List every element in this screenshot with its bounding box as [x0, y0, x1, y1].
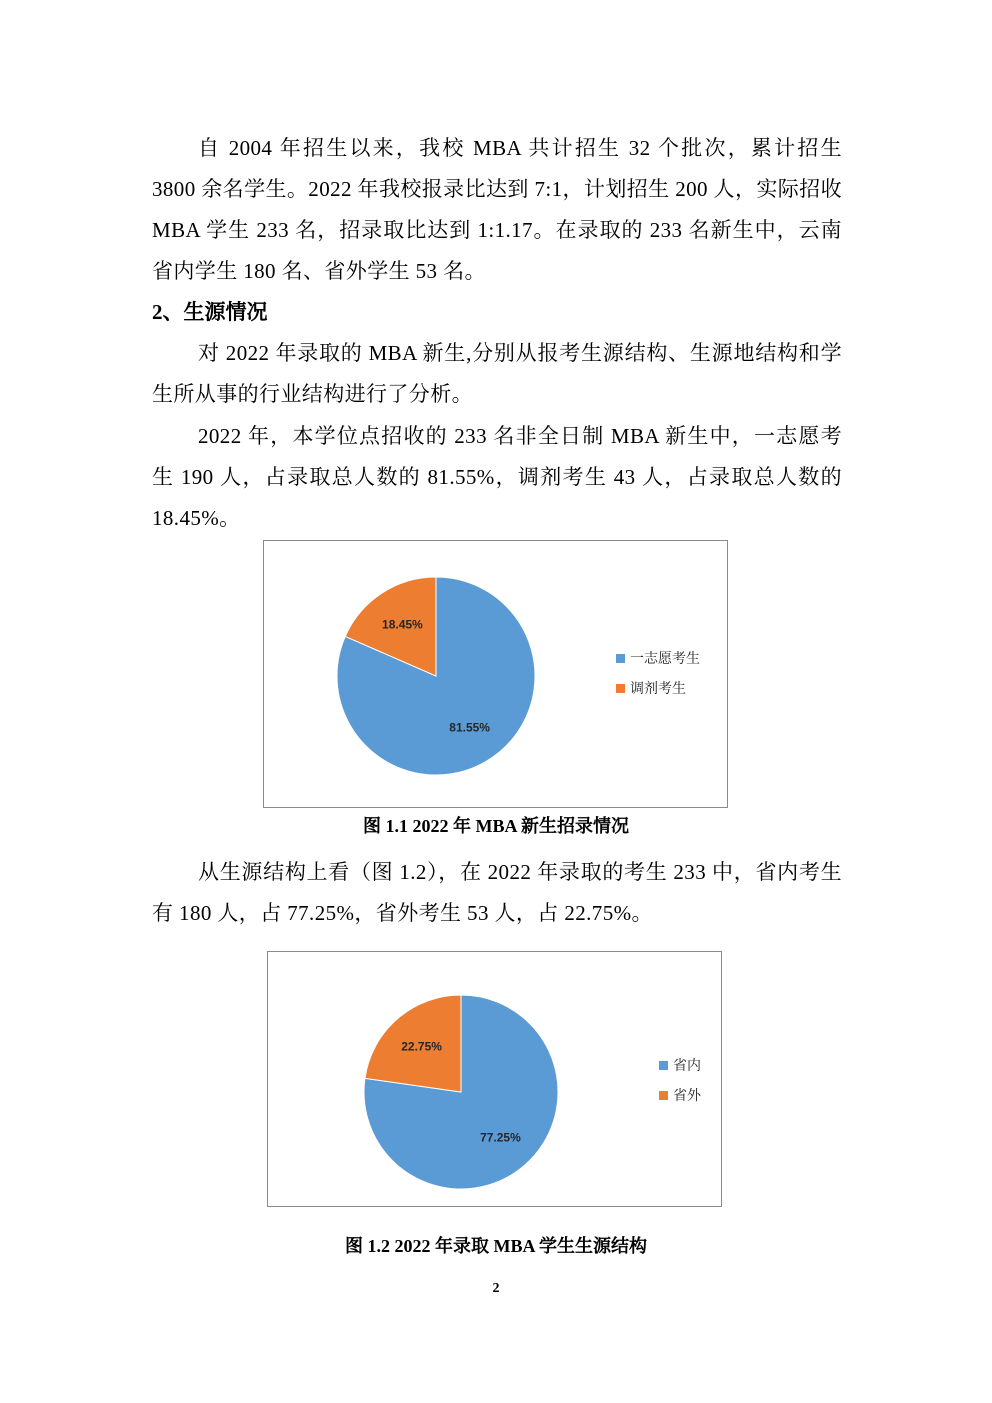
- figure-2-caption: 图 1.2 2022 年录取 MBA 学生生源结构: [345, 1236, 647, 1256]
- chart1-legend-label-2: 调剂考生: [630, 680, 686, 696]
- chart1-legend-swatch-1: [616, 654, 625, 663]
- section-heading: 2、生源情况: [152, 300, 268, 324]
- chart2-legend-swatch-2: [659, 1091, 668, 1100]
- paragraph-analysis-intro: 对 2022 年录取的 MBA 新生,分别从报考生源结构、生源地结构和学生所从事的行业结构进行了分析。: [152, 341, 842, 406]
- pie-chart-2-svg: [268, 952, 723, 1208]
- chart2-legend-swatch-1: [659, 1061, 668, 1070]
- pie-chart-2: [267, 951, 722, 1207]
- chart2-legend-label-2: 省外: [673, 1087, 701, 1103]
- paragraph-first-choice: 2022 年，本学位点招收的 233 名非全日制 MBA 新生中，一志愿考生 190 人，占录取总人数的 81.55%，调剂考生 43 人，占录取总人数的 18.45%。: [152, 424, 842, 530]
- figure-1-caption: 图 1.1 2022 年 MBA 新生招录情况: [362, 816, 629, 836]
- page-number: 2: [492, 1281, 500, 1296]
- paragraph-origin-structure: 从生源结构上看（图 1.2），在 2022 年录取的考生 233 中，省内考生有 180 人，占 77.25%，省外考生 53 人，占 22.75%。: [152, 860, 842, 925]
- chart1-legend-swatch-2: [616, 684, 625, 693]
- chart1-slice-2-label: 18.45%: [382, 617, 423, 632]
- chart2-slice-1-label: 77.25%: [480, 1130, 521, 1145]
- paragraph-enrollment-overview: 自 2004 年招生以来，我校 MBA 共计招生 32 个批次，累计招生 3800 余名学生。2022 年我校报录比达到 7:1，计划招生 200 人，实际招收 MBA 学生 233 名，招录取比达到 1:1.17。在录取的 233 名新生中，云南省内学生 180 名、省外学生 53 名。: [152, 136, 842, 283]
- pie-chart-1-svg: [264, 541, 729, 809]
- pie-chart-1: [263, 540, 728, 808]
- chart2-legend-label-1: 省内: [673, 1057, 701, 1073]
- chart2-slice-2-label: 22.75%: [401, 1039, 442, 1054]
- chart1-slice-1-label: 81.55%: [449, 720, 490, 735]
- chart1-legend-label-1: 一志愿考生: [630, 650, 700, 666]
